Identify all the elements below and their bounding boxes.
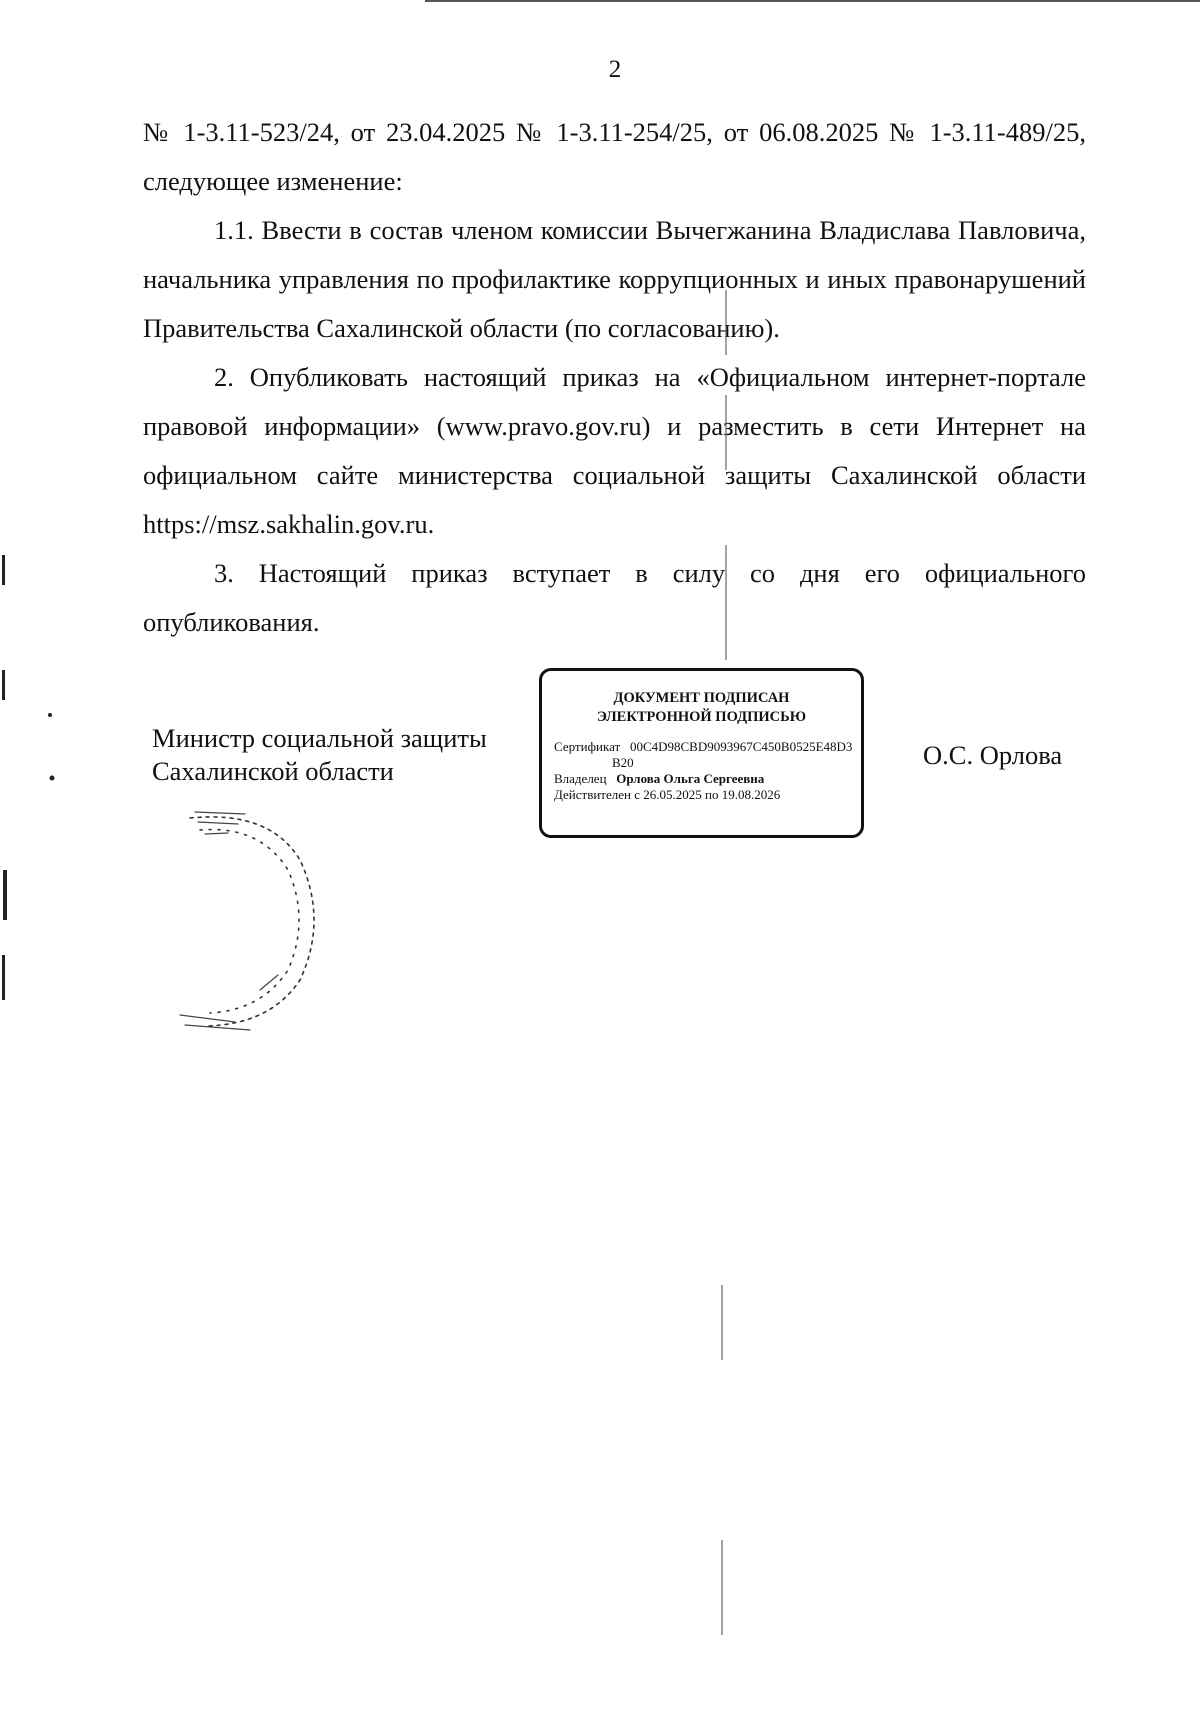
signer-name: О.С. Орлова [923, 740, 1063, 770]
document-body [143, 108, 1086, 647]
stamp-header-line-1: ДОКУМЕНТ ПОДПИСАН [613, 690, 790, 706]
signer-position-line-2: Сахалинской области [152, 756, 394, 786]
signer-position [152, 722, 487, 788]
stamp-owner-value: Орлова Ольга Сергеевна [616, 771, 765, 786]
stamp-certificate-value: 00C4D98CBD9093967C450B0525E48D3 [629, 739, 853, 754]
paragraph-1-1: 1.1. Ввести в состав членом комиссии Вычегжанина Владислава Павловича, начальника управления по профилактике коррупционных и иных правонарушений Правительства Сахалинской области (по согласованию). [143, 215, 1086, 343]
seal-stamp-icon [150, 800, 325, 1035]
stamp-certificate-value-cont: B20 [612, 755, 634, 770]
electronic-signature-stamp [539, 668, 864, 838]
stamp-owner-label: Владелец [554, 771, 607, 786]
stamp-certificate [542, 739, 861, 755]
top-scan-edge [425, 0, 1200, 2]
stamp-header-line-2: ЭЛЕКТРОННОЙ ПОДПИСЬЮ [596, 709, 807, 725]
paragraph-3: 3. Настоящий приказ вступает в силу со дня его официального опубликования. [143, 558, 1086, 637]
paragraph-2: 2. Опубликовать настоящий приказ на «Официальном интернет-портале правовой информации» (www.pravo.gov.ru) и разместить в сети Интернет на официальном сайте министерства социальной защиты Сахалинской области https://msz.sakhalin.gov.ru. [143, 362, 1086, 539]
body-continuation: № 1-3.11-523/24, от 23.04.2025 № 1-3.11-254/25, от 06.08.2025 № 1-3.11-489/25, следующее изменение: [143, 117, 1086, 196]
page-number: 2 [608, 56, 622, 83]
signer-position-line-1: Министр социальной защиты [152, 723, 487, 753]
stamp-certificate-label: Сертификат [554, 739, 621, 754]
stamp-validity: Действителен с 26.05.2025 по 19.08.2026 [554, 787, 781, 802]
stamp-owner [542, 771, 861, 787]
